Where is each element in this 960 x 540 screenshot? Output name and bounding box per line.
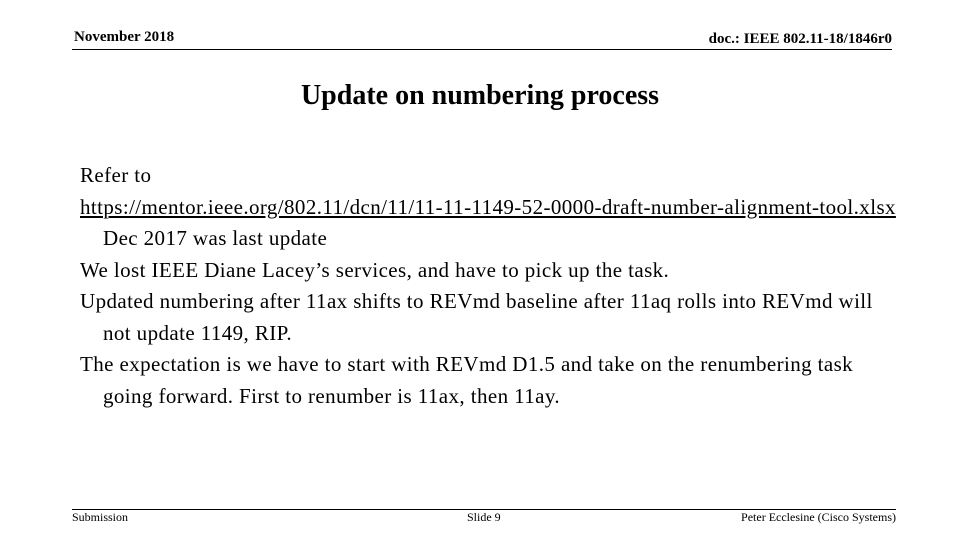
slide-body xyxy=(80,160,900,412)
header-date: November 2018 xyxy=(74,29,175,45)
footer-slide-number: Slide 9 xyxy=(467,510,501,524)
updated-numbering-text: Updated numbering after 11ax shifts to REVmd baseline after 11aq rolls into REVmd will not update 1149, RIP. xyxy=(80,289,873,345)
refer-to-text: Refer to xyxy=(80,163,152,187)
footer-submission: Submission xyxy=(72,510,129,524)
lost-services-text: We lost IEEE Diane Lacey’s services, and have to pick up the task. xyxy=(80,257,670,282)
expectation-text: The expectation is we have to start with REVmd D1.5 and take on the renumbering task going forward. First to renumber is 11ax, then 11ay. xyxy=(80,352,854,408)
slide-title: Update on numbering process xyxy=(300,80,660,111)
reference-paragraph xyxy=(80,192,900,255)
last-update-text: Dec 2017 was last update xyxy=(103,226,328,250)
footer-author: Peter Ecclesine (Cisco Systems) xyxy=(741,510,896,524)
draft-number-alignment-tool-link[interactable]: https://mentor.ieee.org/802.11/dcn/11/11-11-1149-52-0000-draft-number-alignment-tool.xlsx xyxy=(80,194,896,219)
header-divider xyxy=(72,49,892,50)
header-doc-id: doc.: IEEE 802.11-18/1846r0 xyxy=(708,31,892,47)
